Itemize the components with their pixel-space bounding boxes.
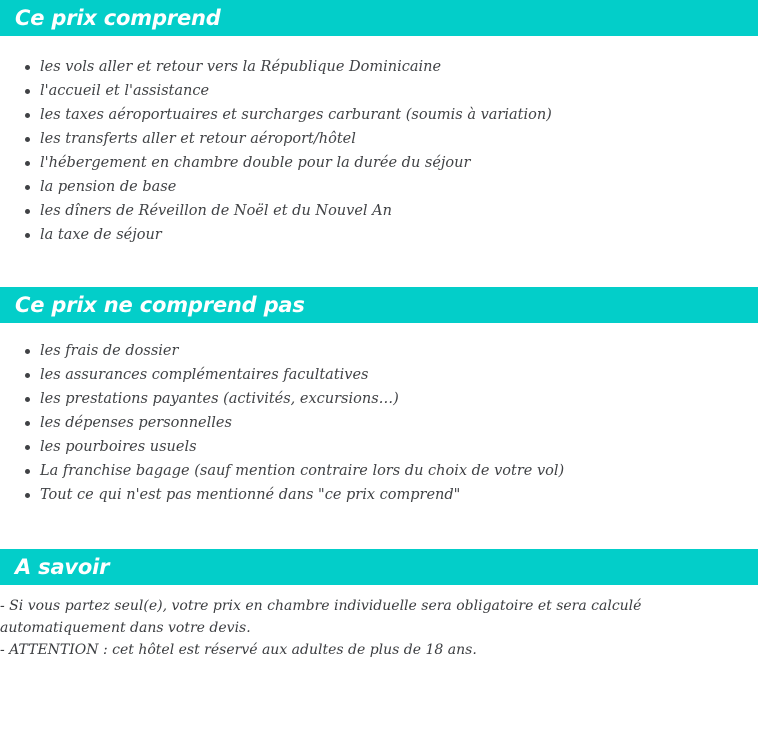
list-item-label: la pension de base [40,179,177,195]
list-item-label: les vols aller et retour vers la République Dominicaine [40,59,442,75]
list-item-label: les dîners de Réveillon de Noël et du Nouvel An [40,203,392,219]
section-spacer [0,507,758,549]
included-list-block [0,36,758,247]
list-item-label: les transferts aller et retour aéroport/hôtel [40,131,356,147]
list-item [0,363,758,387]
list-item-label: l'hébergement en chambre double pour la durée du séjour [40,155,471,171]
list-item-label: la taxe de séjour [40,227,162,243]
list-item-label: les dépenses personnelles [40,415,232,431]
list-item [0,483,758,507]
note-paragraph: - ATTENTION : cet hôtel est réservé aux adultes de plus de 18 ans. [0,642,477,658]
list-item [0,79,758,103]
list-item [0,339,758,363]
list-item-label: Tout ce qui n'est pas mentionné dans "ce prix comprend" [40,487,461,503]
list-item-label: les pourboires usuels [40,439,197,455]
section-title: Ce prix comprend [15,5,221,30]
list-item [0,199,758,223]
list-item [0,127,758,151]
note-paragraph: - Si vous partez seul(e), votre prix en chambre individuelle sera obligatoire et sera calculé automatiquement dans votre devis. [0,598,642,636]
section-title: A savoir [15,554,110,579]
list-item-label: l'accueil et l'assistance [40,83,210,99]
list-item-label: les prestations payantes (activités, excursions…) [40,391,399,407]
excluded-list [0,339,758,507]
list-item [0,55,758,79]
section-header-a-savoir [0,549,758,585]
section-spacer [0,247,758,287]
list-item-label: les taxes aéroportuaires et surcharges carburant (soumis à variation) [40,107,552,123]
list-item [0,435,758,459]
included-list [0,55,758,247]
list-item [0,151,758,175]
section-header-ce-prix-ne-comprend-pas [0,287,758,323]
list-item-label: La franchise bagage (sauf mention contraire lors du choix de votre vol) [40,463,565,479]
section-header-ce-prix-comprend [0,0,758,36]
list-item [0,387,758,411]
excluded-list-block [0,323,758,507]
list-item-label: les assurances complémentaires facultatives [40,367,369,383]
list-item [0,411,758,435]
list-item [0,103,758,127]
section-title: Ce prix ne comprend pas [15,292,305,317]
list-item [0,459,758,483]
list-item [0,175,758,199]
a-savoir-notes [0,585,758,661]
list-item-label: les frais de dossier [40,343,179,359]
list-item [0,223,758,247]
